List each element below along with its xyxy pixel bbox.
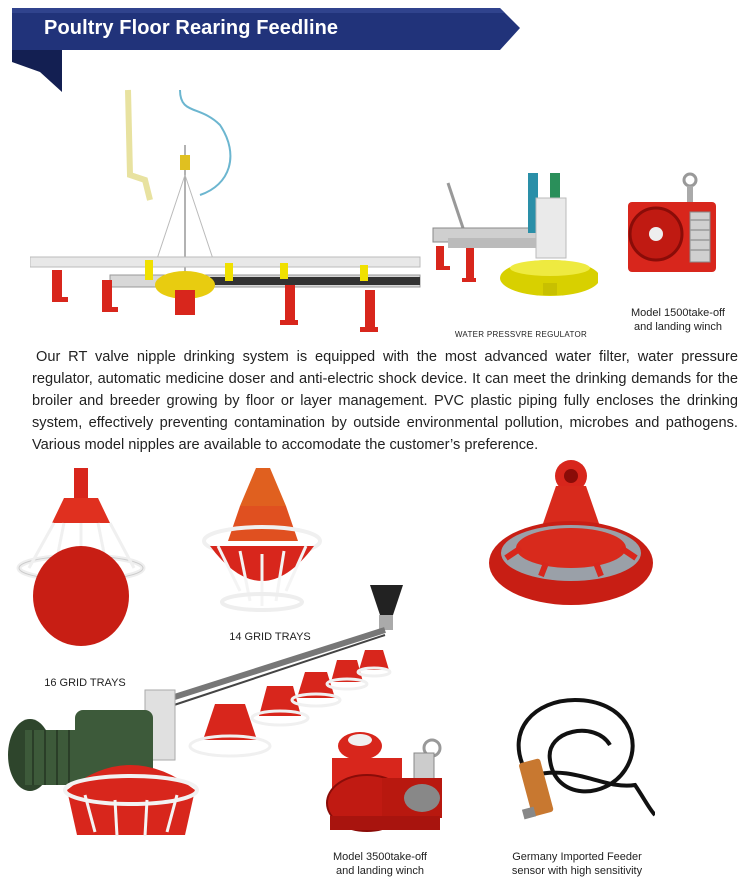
water-pressure-regulator-image	[428, 168, 598, 323]
pan-16-caption: 16 GRID TRAYS	[44, 677, 126, 689]
regulator-caption: WATER PRESSVRE REGULATOR	[454, 330, 588, 339]
description-paragraph: Our RT valve nipple drinking system is equipped with the most advanced water filter, water pressure regulator, automatic medicine doser and anti-electric shock device. It can meet the drinking demands for the broiler and breeder growing by floor or layer management. PVC plastic piping fully encloses the drinking system, effectively preventing contamination by outside environmental pollution, microbes and pathogens. Various model nipples are available to accomodate the customer’s preference.	[32, 349, 738, 453]
winch-3500-caption: Model 3500take-off and landing winch	[333, 851, 427, 877]
winch-3500-image	[322, 718, 447, 836]
feeder-sensor-image	[495, 690, 655, 840]
header-banner	[0, 0, 750, 95]
page-title: Poultry Floor Rearing Feedline	[44, 17, 339, 39]
sensor-caption: Germany Imported Feeder sensor with high sensitivity	[511, 851, 643, 877]
winch-1500-caption: Model 1500take-off and landing winch	[631, 307, 725, 333]
banner-ribbon	[0, 0, 750, 95]
broiler-pan-image	[486, 458, 656, 623]
pan-14-caption: 14 GRID TRAYS	[229, 631, 311, 643]
nipple-drinking-line-image	[30, 85, 430, 345]
winch-1500-image	[620, 172, 730, 277]
